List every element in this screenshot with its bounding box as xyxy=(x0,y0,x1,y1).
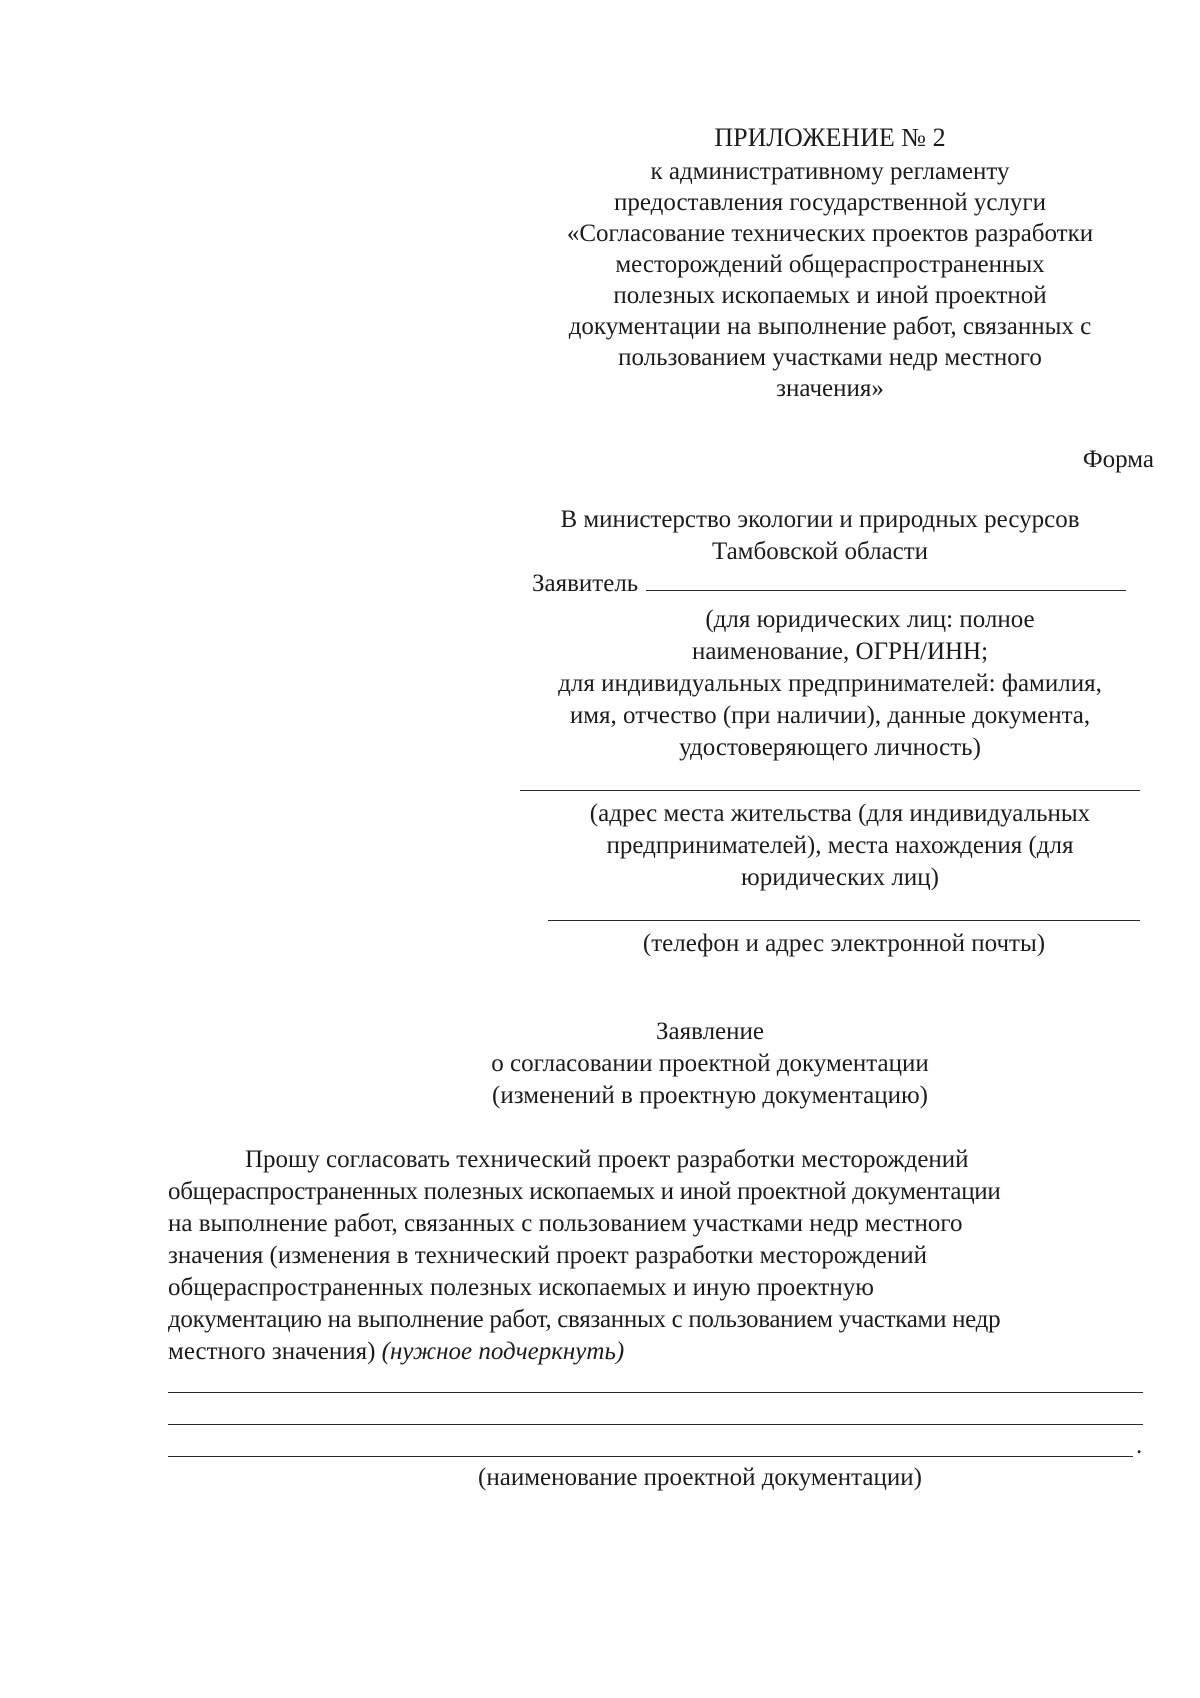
applicant-input-line[interactable] xyxy=(646,568,1126,591)
appendix-line-6: документации на выполнение работ, связанных с xyxy=(568,313,1092,340)
address-hint-line-3: юридических лиц) xyxy=(741,864,939,891)
contact-input-line[interactable] xyxy=(548,920,1140,921)
addressee-line-1: В министерство экологии и природных ресурсов xyxy=(560,506,1080,533)
statement-body-line-5: общераспространенных полезных ископаемых и иную проектную xyxy=(168,1274,874,1301)
appendix-line-3: «Согласование технических проектов разработки xyxy=(566,220,1094,247)
appendix-line-1: к административному регламенту xyxy=(650,158,1010,185)
doc-name-line-3[interactable] xyxy=(168,1456,1133,1457)
doc-name-line-2[interactable] xyxy=(168,1424,1143,1425)
statement-subtitle-1: о согласовании проектной документации xyxy=(491,1050,929,1077)
doc-name-line-1[interactable] xyxy=(168,1392,1143,1393)
statement-body-line-1: Прошу согласовать технический проект разработки месторождений xyxy=(245,1146,969,1173)
statement-note: (нужное подчеркнуть) xyxy=(381,1338,625,1365)
doc-name-end-mark: . xyxy=(1136,1432,1143,1459)
applicant-row xyxy=(532,568,1126,599)
appendix-title: ПРИЛОЖЕНИЕ № 2 xyxy=(714,123,946,152)
appendix-line-8: значения» xyxy=(776,375,884,402)
addressee-line-2: Тамбовской области xyxy=(711,538,929,565)
statement-body-line-7 xyxy=(168,1336,624,1367)
applicant-hint-line-2: наименование, ОГРН/ИНН; xyxy=(691,638,989,665)
address-input-line[interactable] xyxy=(520,790,1140,791)
form-label: Форма xyxy=(1082,446,1154,473)
applicant-hint-line-3: для индивидуальных предпринимателей: фамилия, xyxy=(558,670,1102,697)
applicant-label: Заявитель xyxy=(532,570,639,597)
contact-hint: (телефон и адрес электронной почты) xyxy=(642,930,1046,957)
appendix-line-4: месторождений общераспространенных xyxy=(615,251,1045,278)
applicant-hint-line-4: имя, отчество (при наличии), данные документа, xyxy=(569,702,1091,729)
statement-body-line-4: значения (изменения в технический проект разработки месторождений xyxy=(168,1242,927,1269)
statement-body-line-2: общераспространенных полезных ископаемых и иной проектной документации xyxy=(168,1178,1001,1205)
statement-body-line-6: документацию на выполнение работ, связанных с пользованием участками недр xyxy=(168,1306,1001,1333)
address-hint-line-1: (адрес места жительства (для индивидуальных xyxy=(589,800,1091,827)
statement-subtitle-2: (изменений в проектную документацию) xyxy=(492,1082,928,1109)
applicant-hint-line-5: удостоверяющего личность) xyxy=(679,734,981,761)
appendix-line-7: пользованием участками недр местного xyxy=(618,344,1042,371)
address-hint-line-2: предпринимателей), места нахождения (для xyxy=(606,832,1074,859)
doc-name-hint: (наименование проектной документации) xyxy=(478,1464,922,1491)
statement-last-line: местного значения) xyxy=(168,1338,376,1365)
applicant-hint-line-1: (для юридических лиц: полное xyxy=(705,606,1035,633)
statement-title: Заявление xyxy=(655,1018,765,1045)
appendix-line-2: предоставления государственной услуги xyxy=(613,189,1047,216)
appendix-line-5: полезных ископаемых и иной проектной xyxy=(613,282,1047,309)
statement-body-line-3: на выполнение работ, связанных с пользованием участками недр местного xyxy=(168,1210,963,1237)
